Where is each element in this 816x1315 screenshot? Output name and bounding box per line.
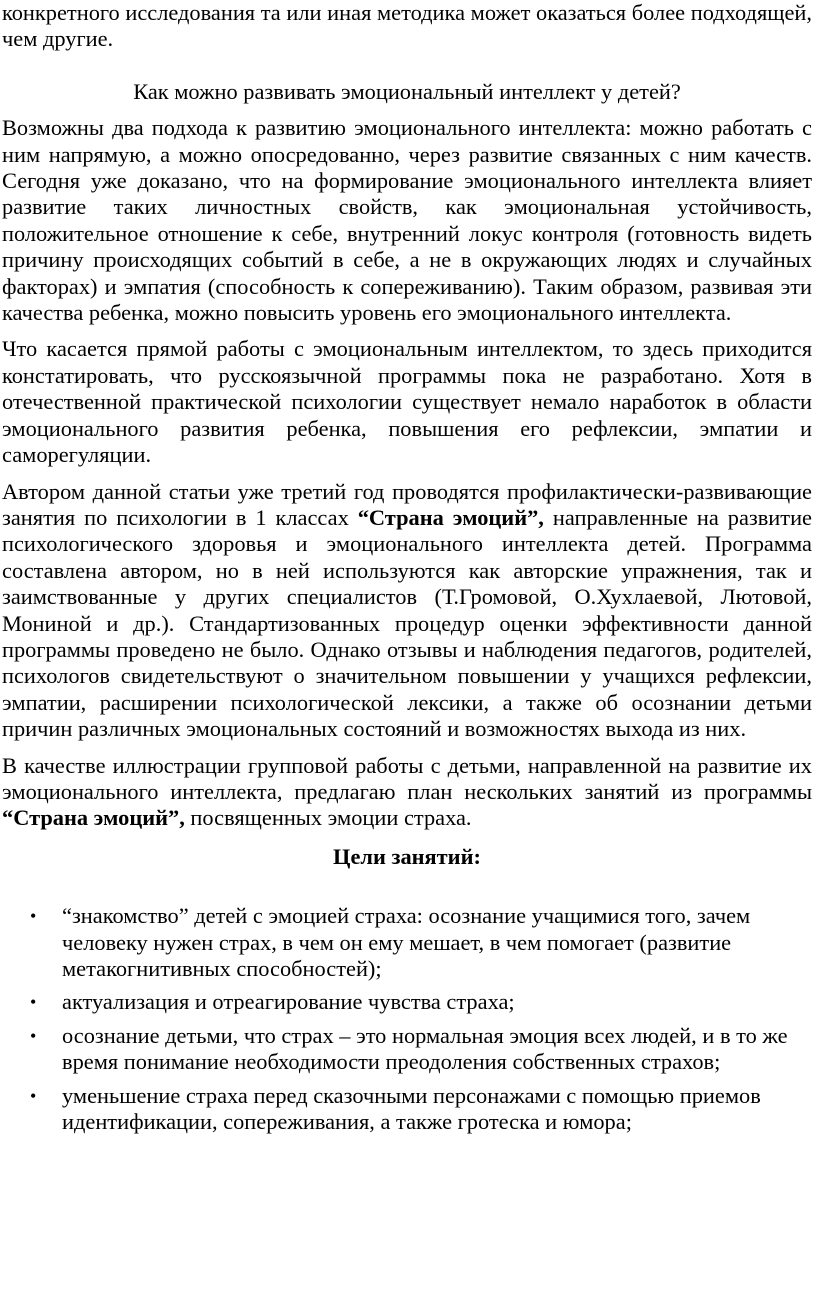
bullet-icon: • [30, 1025, 37, 1046]
paragraph-illustration [2, 753, 812, 832]
paragraph-text-after: направленные на развитие психологического здоровья и эмоционального интеллекта детей. Программа составлена автором, но в ней используются как авторские упражнения, так и заимствованные у других специалистов (Т.Громовой, О.Хухлаевой, Лютовой, Мониной и др.). Стандартизованных процедур оценки эффективности данной программы проведено не было. Однако отзывы и наблюдения педагогов, родителей, психологов свидетельствуют о значительном повышении у учащихся рефлексии, эмпатии, расширении психологической лексики, а также об осознании детьми причин различных эмоциональных состояний и возможностях выхода из них. [2, 504, 812, 742]
program-name-bold: “Страна эмоций”, [357, 504, 544, 530]
paragraph-direct-work: Что касается прямой работы с эмоциональным интеллектом, то здесь приходится констатировать, что русскоязычной программы пока не разработано. Хотя в отечественной практической психологии существует немало наработок в области эмоционального развития ребенка, повышения его рефлексии, эмпатии и саморегуляции. [2, 336, 812, 468]
paragraph-text-before: Автором данной статьи уже третий год проводятся профилактически-развивающие занятия по психологии в 1 классах [2, 478, 812, 530]
section-question-heading: Как можно развивать эмоциональный интеллект у детей? [133, 78, 681, 104]
list-item [30, 989, 812, 1015]
bullet-icon: • [30, 1085, 37, 1106]
program-name-bold: “Страна эмоций”, [2, 805, 185, 831]
list-item [30, 1022, 812, 1076]
paragraph-text-after: посвященных эмоции страха. [184, 805, 472, 831]
bullet-icon: • [30, 992, 37, 1013]
list-item-text: актуализация и отреагирование чувства страха; [62, 989, 515, 1015]
list-item-text: уменьшение страха перед сказочными персонажами с помощью приемов идентификации, сопереживания, а также гротеска и юмора; [62, 1082, 761, 1135]
goals-heading: Цели занятий: [333, 843, 481, 869]
intro-paragraph-tail: конкретного исследования та или иная методика может оказаться более подходящей, чем другие. [2, 0, 812, 52]
list-item-text: “знакомство” детей с эмоцией страха: осознание учащимися того, зачем человеку нужен страх, в чем он ему мешает, в чем помогает (развитие метакогнитивных способностей); [62, 903, 751, 981]
bullet-icon: • [30, 906, 37, 927]
paragraph-program-description [2, 479, 812, 743]
list-item [30, 903, 812, 982]
list-item [30, 1082, 812, 1136]
paragraph-text-before: В качестве иллюстрации групповой работы с детьми, направленной на развитие их эмоционального интеллекта, предлагаю план нескольких занятий из программы [2, 752, 812, 804]
paragraph-approaches: Возможны два подхода к развитию эмоционального интеллекта: можно работать с ним напрямую, а можно опосредованно, через развитие связанных с ним качеств. Сегодня уже доказано, что на формирование эмоционального интеллекта влияет развитие таких личностных свойств, как эмоциональная устойчивость, положительное отношение к себе, внутренний локус контроля (готовность видеть причину происходящих событий в себе, а не в окружающих людях и случайных факторах) и эмпатия (способность к сопереживанию). Таким образом, развивая эти качества ребенка, можно повысить уровень его эмоционального интеллекта. [2, 115, 812, 326]
list-item-text: осознание детьми, что страх – это нормальная эмоция всех людей, и в то же время понимание необходимости преодоления собственных страхов; [62, 1022, 788, 1075]
goals-list [2, 903, 812, 1135]
